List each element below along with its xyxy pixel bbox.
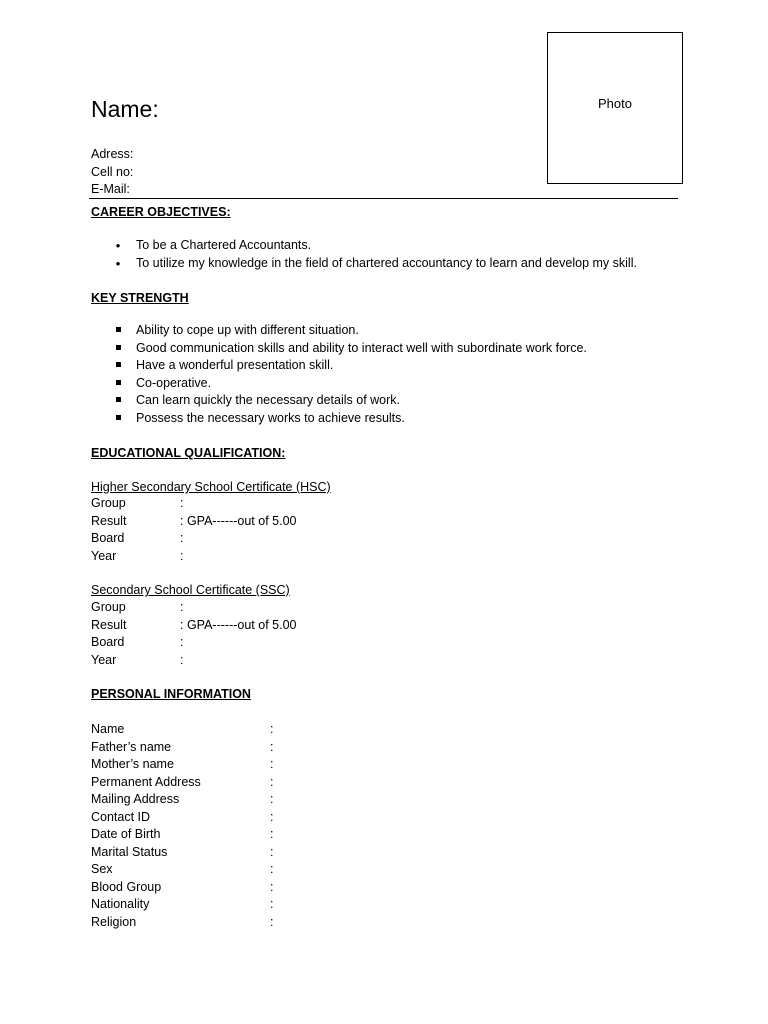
square-bullet-icon [113,340,123,358]
resume-page: Name: Photo Adress: Cell no: E-Mail: CAREER OBJECTIVES: • To be a Chartered Accountants. • To utilize my knowledge in the field of chartered accountancy to learn and develop my skill. KEY STRENGTH Ability to cope up with different situation. Good communication skills and ability to interact well with subordinate work force. Have a wonderful presentation skill. Co-operative. Can learn quickly the necessary details of work. Possess the necessary works to achieve results. EDUCATIONAL QUALIFICATION: Higher Secondary School Certificate (HSC) Group : Result : GPA------out of 5.00 Board : Year : Secondary School Certificate (SSC) Group : Result : GPA------out of 5.00 Board : Year : PERSONAL INFORMATION Name : Father’s name : Mother’s name : Permanent Address : Mailing Address : Contact ID : Date of Birth : Marital Status : Sex : Blood Group : Nationality : Religion : [0,0,768,1024]
bullet-icon [113,255,123,274]
square-bullet-icon [113,410,123,428]
address-label: Adress: [91,147,134,161]
header-divider [89,198,678,199]
list-item: Have a wonderful presentation skill. [91,357,587,375]
name-heading: Name: [91,96,159,122]
hsc-title: Higher Secondary School Certificate (HSC) [91,480,331,494]
square-bullet-icon [113,357,123,375]
cell-label: Cell no: [91,164,134,179]
photo-placeholder [547,32,683,184]
list-item: Good communication skills and ability to interact well with subordinate work force. [91,340,587,358]
contact-block [91,146,133,199]
bullet-icon [113,237,123,256]
list-item: • To be a Chartered Accountants. [91,237,637,255]
career-objectives-list [91,237,637,272]
square-bullet-icon [113,392,123,410]
square-bullet-icon [113,322,123,340]
square-bullet-icon [113,375,123,393]
list-item: Possess the necessary works to achieve results. [91,410,587,428]
career-objectives-title: CAREER OBJECTIVES: [91,205,231,219]
list-item: • To utilize my knowledge in the field of chartered accountancy to learn and develop my skill. [91,255,637,273]
ssc-title: Secondary School Certificate (SSC) [91,583,290,597]
key-strength-title: KEY STRENGTH [91,291,189,305]
list-item: Co-operative. [91,375,587,393]
key-strength-list [91,322,587,427]
email-label: E-Mail: [91,182,130,196]
education-title: EDUCATIONAL QUALIFICATION: [91,446,286,460]
list-item: Can learn quickly the necessary details of work. [91,392,587,410]
personal-info-title: PERSONAL INFORMATION [91,687,251,701]
list-item: Ability to cope up with different situation. [91,322,587,340]
photo-label: Photo [598,95,632,111]
